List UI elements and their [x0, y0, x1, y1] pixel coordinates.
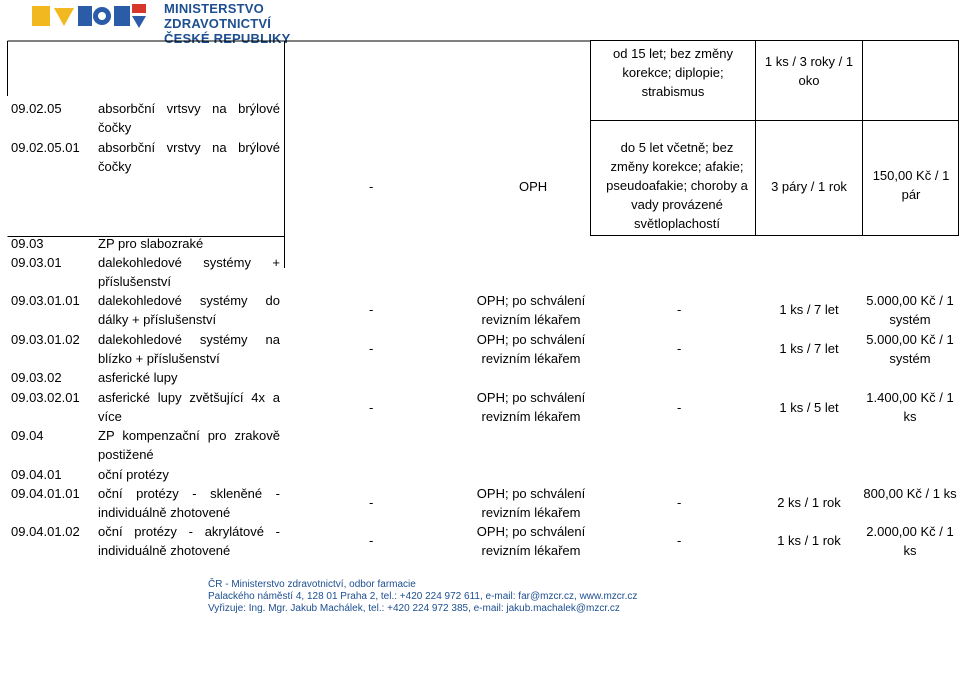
row-indication: -	[677, 495, 682, 510]
top-price: 150,00 Kč / 1 pár	[872, 168, 950, 202]
row-indication: -	[677, 302, 682, 317]
row-limit: 1 ks / 7 let	[779, 341, 839, 356]
row-code: 09.03	[11, 236, 44, 251]
row-limit: 2 ks / 1 rok	[777, 495, 841, 510]
row-code: 09.02.05.01	[11, 140, 80, 155]
row-dash: -	[369, 533, 374, 548]
row-code: 09.03.02	[11, 370, 62, 385]
ministry-line1: MINISTERSTVO ZDRAVOTNICTVÍ	[164, 1, 272, 31]
row-dash: -	[369, 400, 374, 415]
row-dash: -	[369, 495, 374, 510]
footer-line1: ČR - Ministerstvo zdravotnictví, odbor farmacie	[208, 579, 416, 590]
row-dash: -	[369, 341, 374, 356]
row-code: 09.03.01.02	[11, 332, 80, 347]
row-code: 09.03.01	[11, 255, 62, 270]
row-code: 09.04	[11, 428, 44, 443]
row-category: OPH; po schválení revizním lékařem	[476, 486, 586, 520]
row-code: 09.04.01	[11, 467, 62, 482]
row-desc: absorbční vrtsvy na brýlové čočky	[98, 101, 280, 135]
row-category: OPH; po schválení revizním lékařem	[476, 390, 586, 424]
row-indication: -	[677, 400, 682, 415]
row-code: 09.04.01.01	[11, 486, 80, 501]
row-category: OPH; po schválení revizním lékařem	[476, 524, 586, 558]
row-desc: asferické lupy	[98, 370, 178, 385]
top-dash: -	[369, 179, 374, 194]
row-limit: 1 ks / 7 let	[779, 302, 839, 317]
row-price: 5.000,00 Kč / 1 systém	[866, 293, 954, 327]
ministry-line2: ČESKÉ REPUBLIKY	[164, 31, 291, 46]
row-price: 1.400,00 Kč / 1 ks	[866, 390, 954, 424]
row-category: OPH; po schválení revizním lékařem	[476, 332, 586, 366]
row-price: 2.000,00 Kč / 1 ks	[866, 524, 954, 558]
row-price: 800,00 Kč / 1 ks	[863, 486, 957, 501]
footer-line2: Palackého náměstí 4, 128 01 Praha 2, tel.: +420 224 972 611, e-mail: far@mzcr.cz, www.mzcr.cz	[208, 591, 638, 602]
top-row2-indication: do 5 let včetně; bez změny korekce; afakie; pseudoafakie; choroby a vady provázené světloplachostí	[606, 140, 748, 231]
row-desc: oční protézy - skleněné - individuálně zhotovené	[98, 486, 280, 520]
top-row1-indication: od 15 let; bez změny korekce; diplopie; strabismus	[613, 46, 733, 99]
row-desc: oční protézy - akrylátové - individuálně zhotovené	[98, 524, 280, 558]
row-desc: ZP pro slabozraké	[98, 236, 204, 251]
top-row1-limit: 1 ks / 3 roky / 1 oko	[764, 54, 854, 88]
top-category: OPH	[519, 179, 548, 194]
row-desc: dalekohledové systémy na blízko + příslušenství	[98, 332, 280, 366]
row-limit: 1 ks / 5 let	[779, 400, 839, 415]
row-desc: absorbční vrstvy na brýlové čočky	[98, 140, 280, 174]
row-desc: dalekohledové systémy + příslušenství	[98, 255, 280, 289]
row-indication: -	[677, 533, 682, 548]
row-indication: -	[677, 341, 682, 356]
row-desc: dalekohledové systémy do dálky + příslušenství	[98, 293, 280, 327]
footer	[208, 579, 637, 615]
row-limit: 1 ks / 1 rok	[777, 533, 841, 548]
top-row2-limit: 3 páry / 1 rok	[771, 179, 847, 194]
row-category: OPH; po schválení revizním lékařem	[476, 293, 586, 327]
row-dash: -	[369, 302, 374, 317]
row-desc: ZP kompenzační pro zrakově postižené	[98, 428, 280, 462]
row-desc: asferické lupy zvětšující 4x a více	[98, 390, 280, 424]
row-price: 5.000,00 Kč / 1 systém	[866, 332, 954, 366]
row-code: 09.03.02.01	[11, 390, 80, 405]
row-desc: oční protézy	[98, 467, 169, 482]
footer-line3: Vyřizuje: Ing. Mgr. Jakub Machálek, tel.: +420 224 972 385, e-mail: jakub.machalek@mzcr.cz	[208, 603, 620, 614]
row-code: 09.02.05	[11, 101, 62, 116]
row-code: 09.04.01.02	[11, 524, 80, 539]
row-code: 09.03.01.01	[11, 293, 80, 308]
